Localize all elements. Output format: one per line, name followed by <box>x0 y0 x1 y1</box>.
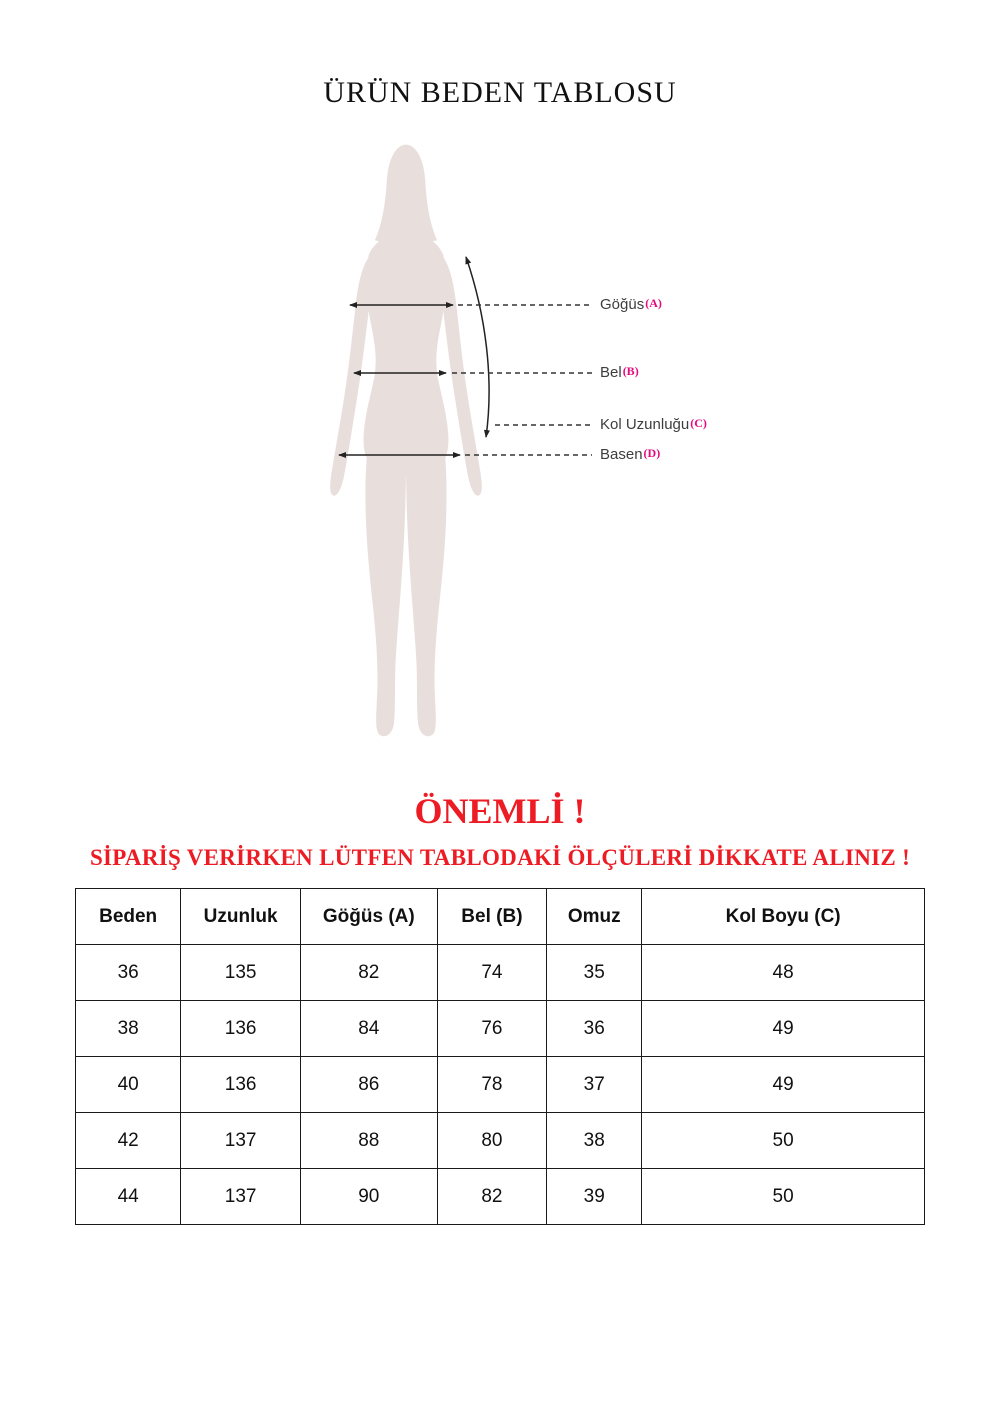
table-cell: 136 <box>181 1001 301 1057</box>
table-cell: 36 <box>547 1001 642 1057</box>
measurement-label-arm-length <box>600 415 707 435</box>
table-cell: 50 <box>642 1169 925 1225</box>
table-cell: 90 <box>300 1169 437 1225</box>
measurement-label-chest <box>600 295 662 315</box>
table-header-row <box>76 889 925 945</box>
measurement-label-hip <box>600 445 660 465</box>
table-cell: 88 <box>300 1113 437 1169</box>
table-cell: 50 <box>642 1113 925 1169</box>
table-row <box>76 1169 925 1225</box>
table-cell: 137 <box>181 1113 301 1169</box>
column-header-gogus: Göğüs (A) <box>300 889 437 945</box>
table-cell: 36 <box>76 945 181 1001</box>
table-cell: 48 <box>642 945 925 1001</box>
table-row <box>76 1057 925 1113</box>
warning-message: SİPARİŞ VERİRKEN LÜTFEN TABLODAKİ ÖLÇÜLERİ DİKKATE ALINIZ ! <box>89 845 911 870</box>
warning-heading: ÖNEMLİ ! <box>414 791 586 831</box>
table-row <box>76 945 925 1001</box>
table-cell: 76 <box>437 1001 547 1057</box>
column-header-beden: Beden <box>76 889 181 945</box>
table-cell: 82 <box>437 1169 547 1225</box>
measurement-code-c: (C) <box>690 416 707 430</box>
table-cell: 137 <box>181 1169 301 1225</box>
measurement-label-chest-text: Göğüs <box>600 296 645 313</box>
table-cell: 38 <box>547 1113 642 1169</box>
table-cell: 49 <box>642 1001 925 1057</box>
table-cell: 74 <box>437 945 547 1001</box>
measurement-code-a: (A) <box>645 296 662 310</box>
table-cell: 80 <box>437 1113 547 1169</box>
column-header-uzunluk: Uzunluk <box>181 889 301 945</box>
measurement-diagram <box>300 135 760 753</box>
table-cell: 38 <box>76 1001 181 1057</box>
measurement-code-d: (D) <box>643 446 661 460</box>
table-cell: 37 <box>547 1057 642 1113</box>
table-row <box>76 1001 925 1057</box>
table-cell: 35 <box>547 945 642 1001</box>
measurement-label-hip-text: Basen <box>600 446 643 463</box>
page-title: ÜRÜN BEDEN TABLOSU <box>323 76 677 109</box>
table-cell: 136 <box>181 1057 301 1113</box>
measurement-arrows <box>300 135 760 753</box>
column-header-bel: Bel (B) <box>437 889 547 945</box>
size-table <box>75 888 925 1225</box>
table-cell: 78 <box>437 1057 547 1113</box>
measurement-label-waist-text: Bel <box>600 364 622 381</box>
table-cell: 135 <box>181 945 301 1001</box>
column-header-omuz: Omuz <box>547 889 642 945</box>
table-cell: 42 <box>76 1113 181 1169</box>
column-header-kol-boyu: Kol Boyu (C) <box>642 889 925 945</box>
table-cell: 86 <box>300 1057 437 1113</box>
measurement-code-b: (B) <box>622 364 639 378</box>
table-cell: 44 <box>76 1169 181 1225</box>
measurement-label-arm-length-text: Kol Uzunluğu <box>600 416 690 433</box>
table-cell: 49 <box>642 1057 925 1113</box>
table-cell: 40 <box>76 1057 181 1113</box>
table-cell: 82 <box>300 945 437 1001</box>
measurement-label-waist <box>600 363 639 383</box>
table-row <box>76 1113 925 1169</box>
table-cell: 84 <box>300 1001 437 1057</box>
table-cell: 39 <box>547 1169 642 1225</box>
size-table-container <box>75 888 925 1225</box>
